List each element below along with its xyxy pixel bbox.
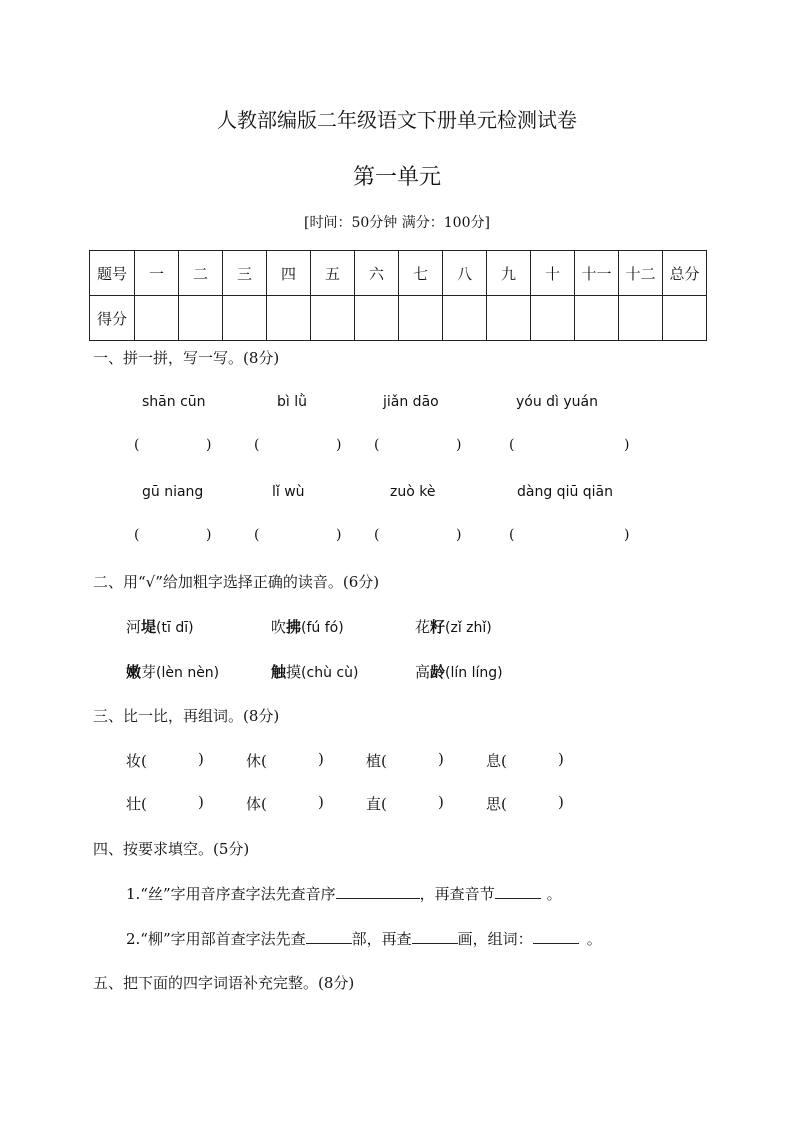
pinyin-label: yóu dì yuán xyxy=(516,394,599,410)
table-row xyxy=(90,251,707,296)
answer-paren-open: ( xyxy=(254,437,260,453)
answer-paren-open: ( xyxy=(374,527,380,543)
answer-paren-close: ) xyxy=(558,750,564,768)
word-item: 壮( xyxy=(126,795,147,813)
pinyin-label: dàng qiū qiān xyxy=(517,484,614,500)
answer-paren-close: ) xyxy=(558,793,564,811)
answer-blank[interactable] xyxy=(336,884,420,899)
table-cell: 二 xyxy=(179,251,223,296)
score-input-cell[interactable] xyxy=(223,296,267,341)
table-cell: 十 xyxy=(531,251,575,296)
table-cell: 七 xyxy=(399,251,443,296)
answer-blank[interactable] xyxy=(533,929,579,944)
answer-paren-open: ( xyxy=(254,527,260,543)
pinyin-label: zuò kè xyxy=(390,484,436,500)
word-item: 植( xyxy=(366,752,387,770)
table-cell: 十二 xyxy=(619,251,663,296)
answer-paren-close: ) xyxy=(336,437,342,453)
reading-item: 花籽(zǐ zhǐ) xyxy=(415,618,492,636)
word-item: 思( xyxy=(486,795,507,813)
pinyin-label: jiǎn dāo xyxy=(383,394,439,410)
score-input-cell[interactable] xyxy=(663,296,707,341)
pinyin-label: gū niang xyxy=(142,484,204,500)
table-cell: 五 xyxy=(311,251,355,296)
score-input-cell[interactable] xyxy=(399,296,443,341)
answer-paren-close: ) xyxy=(624,437,630,453)
answer-paren-open: ( xyxy=(374,437,380,453)
section-heading: 四、按要求填空。(5分) xyxy=(93,840,250,858)
answer-paren-open: ( xyxy=(509,437,515,453)
reading-item: 吹拂(fú fó) xyxy=(271,618,344,636)
table-cell: 题号 xyxy=(90,251,135,296)
table-row xyxy=(90,296,707,341)
answer-blank[interactable] xyxy=(306,929,352,944)
answer-paren-close: ) xyxy=(624,527,630,543)
reading-item: 高龄(lín líng) xyxy=(415,663,503,681)
section-heading: 二、用“√”给加粗字选择正确的读音。(6分) xyxy=(93,573,380,591)
answer-paren-close: ) xyxy=(198,793,204,811)
score-input-cell[interactable] xyxy=(267,296,311,341)
answer-paren-close: ) xyxy=(336,527,342,543)
table-cell: 六 xyxy=(355,251,399,296)
answer-paren-close: ) xyxy=(456,527,462,543)
reading-item: 触摸(chù cù) xyxy=(271,663,359,681)
score-table xyxy=(89,250,707,341)
unit-title: 第一单元 xyxy=(352,165,441,190)
section-heading: 三、比一比，再组词。(8分) xyxy=(93,707,280,725)
answer-paren-open: ( xyxy=(134,437,140,453)
score-input-cell[interactable] xyxy=(443,296,487,341)
score-input-cell[interactable] xyxy=(311,296,355,341)
fill-line-1: 1.“丝”字用音序查字法先查音序 ，再查音节 。 xyxy=(126,885,562,903)
score-input-cell[interactable] xyxy=(531,296,575,341)
table-cell: 总分 xyxy=(663,251,707,296)
page-title: 人教部编版二年级语文下册单元检测试卷 xyxy=(217,108,577,132)
score-input-cell[interactable] xyxy=(179,296,223,341)
pinyin-label: shān cūn xyxy=(142,394,206,410)
answer-paren-close: ) xyxy=(206,527,212,543)
answer-paren-open: ( xyxy=(134,527,140,543)
answer-blank[interactable] xyxy=(495,884,541,899)
reading-item: 嫩芽(lèn nèn) xyxy=(126,663,220,681)
fill-line-2: 2.“柳”字用部首查字法先查 部，再查 画，组词： 。 xyxy=(126,930,602,948)
word-item: 休( xyxy=(246,752,267,770)
word-item: 息( xyxy=(486,752,507,770)
table-cell: 四 xyxy=(267,251,311,296)
score-input-cell[interactable] xyxy=(575,296,619,341)
word-item: 直( xyxy=(366,795,387,813)
section-heading: 五、把下面的四字词语补充完整。(8分) xyxy=(93,974,355,992)
table-cell: 一 xyxy=(135,251,179,296)
answer-paren-close: ) xyxy=(438,750,444,768)
pinyin-label: lǐ wù xyxy=(272,484,305,500)
table-cell: 十一 xyxy=(575,251,619,296)
score-input-cell[interactable] xyxy=(487,296,531,341)
answer-paren-close: ) xyxy=(438,793,444,811)
word-item: 妆( xyxy=(126,752,147,770)
answer-paren-close: ) xyxy=(456,437,462,453)
answer-paren-close: ) xyxy=(206,437,212,453)
score-input-cell[interactable] xyxy=(355,296,399,341)
answer-blank[interactable] xyxy=(412,929,458,944)
table-cell: 九 xyxy=(487,251,531,296)
table-cell: 八 xyxy=(443,251,487,296)
answer-paren-close: ) xyxy=(318,750,324,768)
table-cell: 得分 xyxy=(90,296,135,341)
reading-item: 河堤(tī dī) xyxy=(126,618,194,636)
score-input-cell[interactable] xyxy=(619,296,663,341)
answer-paren-close: ) xyxy=(318,793,324,811)
word-item: 体( xyxy=(246,795,267,813)
table-cell: 三 xyxy=(223,251,267,296)
exam-meta: [时间：50分钟 满分：100分] xyxy=(304,215,490,231)
answer-paren-open: ( xyxy=(509,527,515,543)
section-heading: 一、拼一拼，写一写。(8分) xyxy=(93,349,280,367)
pinyin-label: bì lǜ xyxy=(277,394,307,410)
score-input-cell[interactable] xyxy=(135,296,179,341)
answer-paren-close: ) xyxy=(198,750,204,768)
